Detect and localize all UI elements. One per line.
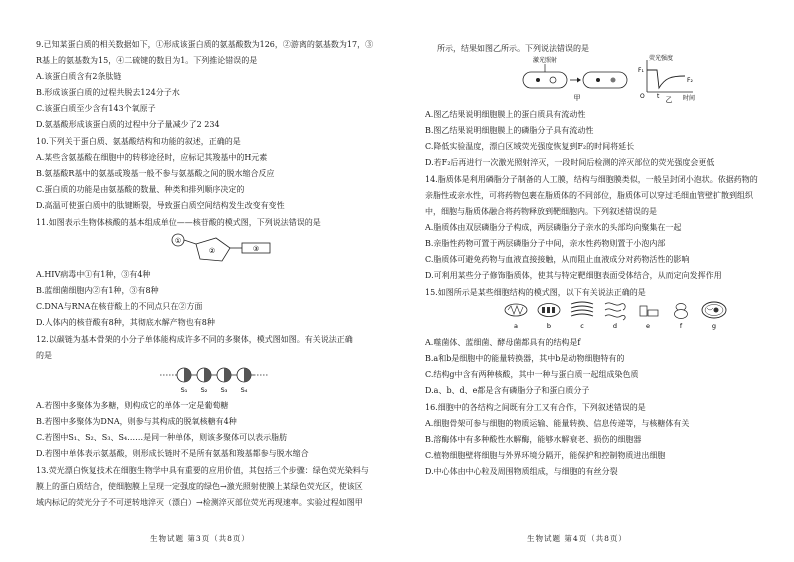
option-d: D.若F₂后再进行一次激光照射淬灭，一段时间后检测的淬灭部位的荧光强度会更低 [425,158,715,167]
cell-2 [583,72,627,88]
option-b: B.蓝细菌细胞内②有1种，③有8种 [36,286,159,295]
option-a: A.脂质体由双层磷脂分子构成，两层磷脂分子亲水的头部均向聚集在一起 [425,223,682,232]
label-2: ② [208,247,216,255]
label-s2: S₂ [200,386,208,394]
question-stem: 的是 [36,351,52,360]
option-d: D.高温可使蛋白质中的肽键断裂，导致蛋白质空间结构发生改变有变性 [36,201,285,210]
option-b: B.溶酶体中有多种酸性水解酶，能够水解衰老、损伤的细胞器 [425,435,642,444]
fluorescence-curve [647,70,685,88]
question-stem: R基上的氨基数为15，④二硫键的数目为1。下列推论错误的是 [36,56,258,65]
label-s3: S₃ [220,386,228,394]
option-c: C.植物细胞壁将细胞与外界环境分隔开，能保护和控制物质进出细胞 [425,451,666,460]
question-12 [36,335,377,459]
cell-1 [523,72,567,88]
f1-label: F₁ [638,67,644,74]
organelle-e [640,306,658,316]
question-9 [36,40,377,130]
question-15 [425,288,774,396]
monomer-s3 [217,368,231,382]
label-e: e [646,322,650,330]
origin-label: O [640,93,645,100]
exam-page-right [397,0,794,562]
polymer-diagram [36,361,377,395]
figure-yi-label: 乙 [665,96,673,104]
question-stem: 9.已知某蛋白质的相关数据如下，①形成该蛋白质的氨基酸数为126，②游离的氨基数为17，③ [36,40,374,49]
option-d: D.可利用某些分子修饰脂质体，使其与特定靶细胞表面受体结合，从而定向发挥作用 [425,271,722,280]
question-13 [36,466,377,508]
label-g: g [711,322,717,330]
question-stem: 亲脂性或亲水性，可将药物包裹在脂质体的不同部位，脂质体可以穿过毛细血管壁扩散到组织 [425,191,753,200]
question-stem: 10.下列关于蛋白质、氨基酸结构和功能的叙述，正确的是 [36,137,241,146]
nucleotide-diagram [36,228,377,264]
label-a: a [514,322,518,330]
question-stem: 11.如图表示生物体核酸的基本组成单位——核苷酸的模式图，下列说法错误的是 [36,218,321,227]
monomer-s1 [177,368,191,382]
organelle-g [702,302,726,318]
question-stem: 域内标记的荧光分子不可逆转地淬灭（漂白）→检测淬灭部位荧光再现速率。实验过程如图甲 [36,498,363,507]
organelle-c [571,302,593,316]
monomer-s4 [237,368,251,382]
label-f: f [679,322,683,330]
question-13-continued [425,44,774,168]
option-d: D.若图中单体表示氨基酸，则形成长链时不是所有氨基和羧基都参与脱水缩合 [36,449,309,458]
option-c: C.DNA与RNA在核苷酸上的不同点只在②方面 [36,302,203,311]
label-3: ③ [252,245,260,253]
question-16 [425,403,774,477]
organelle-b [538,304,560,317]
organelle-a [505,304,527,316]
label-d: d [612,322,618,330]
option-c: C.脂质体可避免药物与血液直接接触，从而阻止血液成分对药物活性的影响 [425,255,690,264]
question-14 [425,175,774,281]
option-a: A.噬菌体、蓝细菌、酵母菌都具有的结构是f [425,338,581,347]
question-stem: 12.以碳链为基本骨架的小分子单体能构成许多不同的多聚体，模式图如图。有关说法正确 [36,335,353,344]
x-axis-label: 时间 [683,95,696,102]
option-a: A.HIV病毒中①有1种，③有4种 [36,270,151,279]
option-a: A.细胞骨架可参与细胞的物质运输、能量转换、信息传递等，与核糖体有关 [425,419,690,428]
frap-diagram [425,54,774,104]
option-d: D.中心体由中心粒及周围物质组成，与细胞的有丝分裂 [425,467,618,476]
option-b: B.亲脂性药物可置于两层磷脂分子中间，亲水性药物则置于小泡内部 [425,239,666,248]
option-c: C.若图中S₁、S₂、S₃、S₄……是同一种单体，则该多聚体可以表示脂肪 [36,433,288,442]
label-s4: S₄ [240,386,248,394]
option-a: A.该蛋白质含有2条肽链 [36,72,122,81]
option-b: B.氨基酸R基中的氨基或羧基一般不参与氨基酸之间的脱水缩合反应 [36,169,275,178]
figure-jia-label: 甲 [573,94,581,102]
page-footer: 生物试题 第4页（共8页） [527,534,627,543]
label-c: c [580,322,584,330]
option-d: D.人体内的核苷酸有8种，其彻底水解产物也有8种 [36,318,215,327]
question-stem: 16.细胞中的各结构之间既有分工又有合作，下列叙述错误的是 [425,403,646,412]
option-b: B.形成该蛋白质的过程共脱去124分子水 [36,88,180,97]
question-11 [36,218,377,328]
question-stem: 中，细胞与脂质体融合将药物释放到靶细胞内。下列叙述错误的是 [425,207,657,216]
option-c: C.该蛋白质至少含有143个氧原子 [36,104,156,113]
organelle-diagram [425,298,774,332]
option-a: A.某些含氨基酸在细胞中的转移途径时，应标记其羧基中的H元素 [36,153,268,162]
option-b: B.若图中多聚体为DNA，则参与其构成的脱氧核糖有4种 [36,417,237,426]
question-stem: 14.脂质体是利用磷脂分子制备的人工膜，结构与细胞膜类似，一般呈封闭小泡状。依据药物的 [425,175,758,184]
option-c: C.结构g中含有两种核酸，其中一种与蛋白质一起组成染色质 [425,370,639,379]
label-b: b [546,322,552,330]
question-stem: 15.如图所示是某些细胞结构的模式图，以下有关说法正确的是 [425,288,646,297]
question-stem: 13.荧光漂白恢复技术在细胞生物学中具有重要的应用价值，其包括三个步骤：绿色荧光染料与 [36,466,369,475]
option-b: B.a和b是细胞中的能量转换器，其中b是动物细胞特有的 [425,354,625,363]
option-d: D.氨基酸形成该蛋白质的过程中分子量减少了2 234 [36,120,220,129]
option-c: C.降低实验温度，漂白区域荧光强度恢复到F₂的时间将延长 [425,142,635,151]
question-stem: 所示，结果如图乙所示。下列说法错误的是 [437,44,589,53]
page-footer: 生物试题 第3页（共8页） [150,534,250,543]
option-d: D.a、b、d、e都是含有磷脂分子和蛋白质分子 [425,386,590,395]
question-stem: 膜上的蛋白质结合，使细胞膜上呈现一定强度的绿色→激光照射使膜上某绿色荧光区，使该区 [36,482,363,491]
organelle-f [675,304,688,319]
option-c: C.蛋白质的功能是由氨基酸的数量、种类和排列顺序决定的 [36,185,245,194]
monomer-s2 [197,368,211,382]
f2-label: F₂ [687,77,693,84]
y-axis-label: 荧光强度 [649,55,674,62]
option-a: A.图乙结果说明细胞膜上的蛋白质具有流动性 [425,110,586,119]
laser-label: 激光照射 [532,57,558,64]
question-10 [36,137,377,211]
organelle-d [605,303,625,320]
label-s1: S₁ [180,386,188,394]
option-b: B.图乙结果说明细胞膜上的磷脂分子具有流动性 [425,126,594,135]
option-a: A.若图中多聚体为多糖，则构成它的单体一定是葡萄糖 [36,401,229,410]
label-1: ① [174,237,182,245]
t-label: t [657,93,660,100]
